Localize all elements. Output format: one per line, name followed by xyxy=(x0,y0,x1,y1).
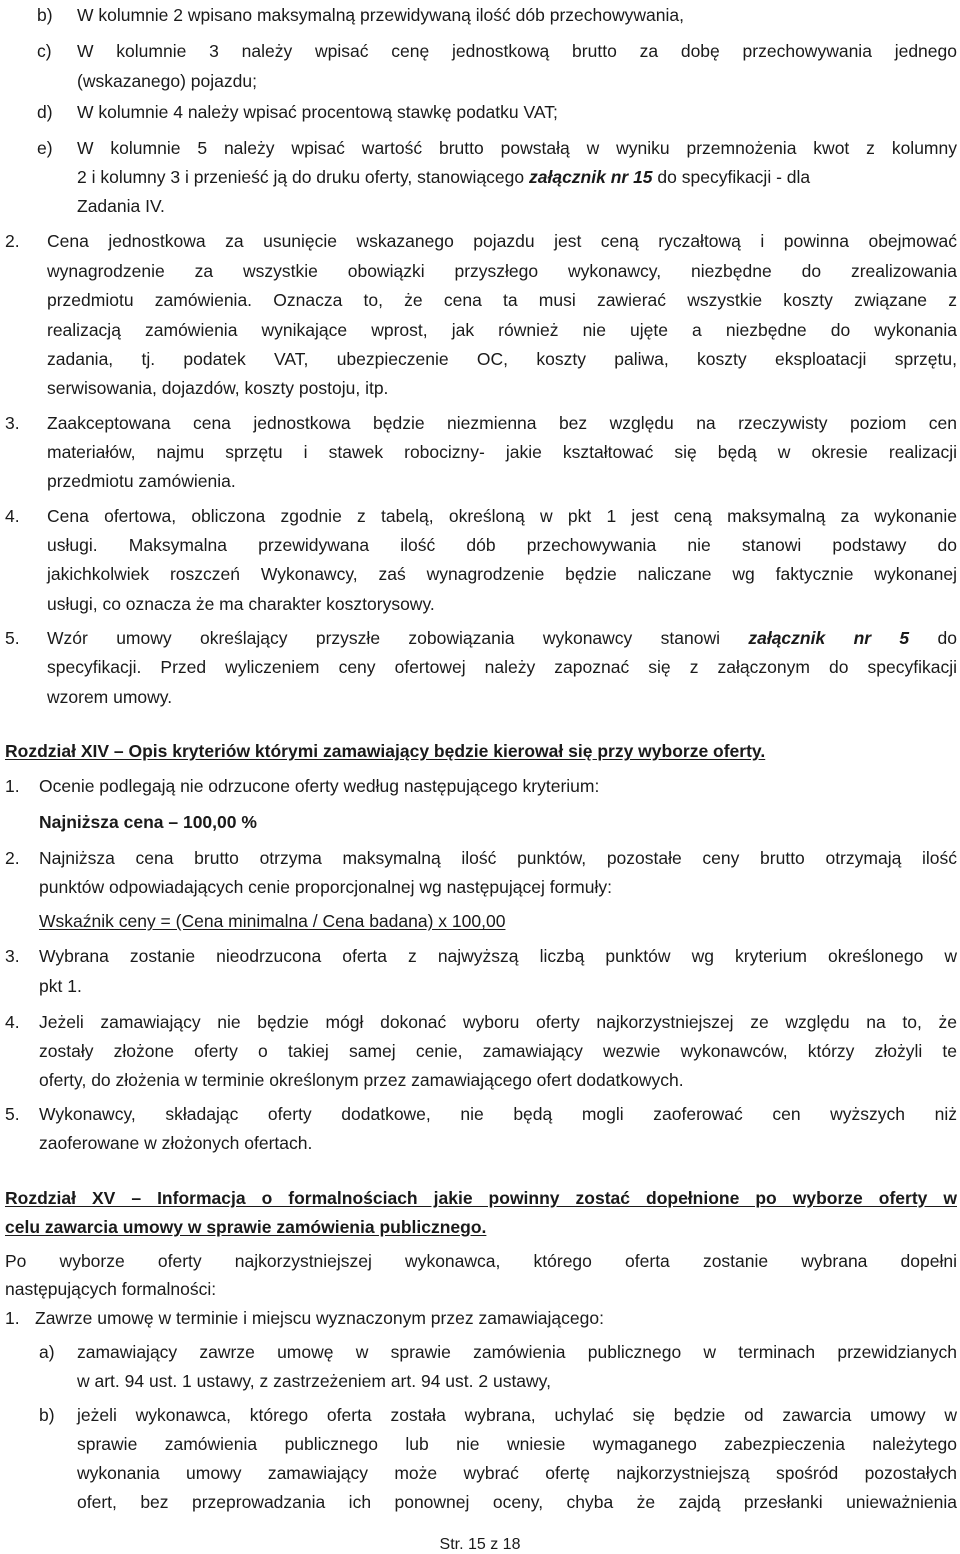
sub-text: jeżeli wykonawca, którego oferta została wybrana, uchylać się będzie od zawarcia umowy w xyxy=(77,1405,957,1425)
point-text: zadania, tj. podatek VAT, ubezpieczenie OC, koszty paliwa, koszty eksploatacji sprzętu, xyxy=(47,349,957,369)
list-label: d) xyxy=(37,102,53,122)
item-text: Wykonawcy, składając oferty dodatkowe, nie będą mogli zaoferować cen wyższych niż xyxy=(39,1104,957,1124)
list-label: b) xyxy=(37,5,53,25)
point-text: specyfikacji. Przed wyliczeniem ceny ofertowej należy zapoznać się z załączonym do specyfikacji xyxy=(47,657,957,677)
sub-text: wykonania umowy zamawiający może wybrać ofertę najkorzystniejszą spośród pozostałych xyxy=(77,1463,957,1483)
item-text: zostały złożone oferty o takiej samej cenie, zamawiający wezwie wykonawców, którzy złożyli te xyxy=(39,1041,957,1061)
item-text: Zawrze umowę w terminie i miejscu wyznaczonym przez zamawiającego: xyxy=(35,1308,604,1328)
point-label: 4. xyxy=(5,506,20,526)
item-text: Jeżeli zamawiający nie będzie mógł dokonać wyboru oferty najkorzystniejszej ze względu na to, że xyxy=(39,1012,957,1032)
attachment-ref: załącznik nr 15 xyxy=(529,167,653,187)
list-label: e) xyxy=(37,138,53,158)
point-text: wynagrodzenie za wszystkie obowiązki przyszłego wykonawcy, niezbędne do zrealizowania xyxy=(47,261,957,281)
intro-text: Po wyborze oferty najkorzystniejszej wykonawca, którego oferta zostanie wybrana dopełni xyxy=(5,1251,957,1271)
list-text: W kolumnie 3 należy wpisać cenę jednostkową brutto za dobę przechowywania jednego xyxy=(77,41,957,61)
point-text: przedmiotu zamówienia. xyxy=(47,471,236,491)
sub-text: zamawiający zawrze umowę w sprawie zamówienia publicznego w terminach przewidzianych xyxy=(77,1342,957,1362)
formula: Wskaźnik ceny = (Cena minimalna / Cena badana) x 100,00 xyxy=(39,911,506,931)
list-text: (wskazanego) pojazdu; xyxy=(77,71,257,91)
page-number: Str. 15 z 18 xyxy=(439,1536,521,1553)
point-label: 3. xyxy=(5,413,20,433)
item-text: Ocenie podlegają nie odrzucone oferty według następującego kryterium: xyxy=(39,776,600,796)
item-text: oferty, do złożenia w terminie określonym przez zamawiającego ofert dodatkowych. xyxy=(39,1070,684,1090)
item-label: 2. xyxy=(5,848,20,868)
section-heading: celu zawarcia umowy w sprawie zamówienia publicznego. xyxy=(5,1217,487,1237)
sub-label: a) xyxy=(39,1342,55,1362)
list-text: Zadania IV. xyxy=(77,196,165,216)
list-text: 2 i kolumny 3 i przenieść ją do druku oferty, stanowiącego załącznik nr 15 do specyfikacji - dla xyxy=(77,167,811,187)
list-label: c) xyxy=(37,41,52,61)
list-text: W kolumnie 2 wpisano maksymalną przewidywaną ilość dób przechowywania, xyxy=(77,5,684,25)
item-text: zaoferowane w złożonych ofertach. xyxy=(39,1133,313,1153)
point-label: 5. xyxy=(5,628,20,648)
criterion-bold: Najniższa cena – 100,00 % xyxy=(39,812,257,832)
point-text: usługi, co oznacza że ma charakter kosztorysowy. xyxy=(47,594,435,614)
point-text: Cena ofertowa, obliczona zgodnie z tabelą, określoną w pkt 1 jest ceną maksymalną za wykonanie xyxy=(47,506,957,526)
item-text: Wybrana zostanie nieodrzucona oferta z najwyższą liczbą punktów wg kryterium określonego w xyxy=(39,946,957,966)
item-text: punktów odpowiadających cenie proporcjonalnej wg następującej formuły: xyxy=(39,877,612,897)
point-text: serwisowania, dojazdów, koszty postoju, itp. xyxy=(47,378,389,398)
section-heading: Rozdział XIV – Opis kryteriów którymi zamawiający będzie kierował się przy wyborze oferty. xyxy=(5,741,766,761)
list-text: W kolumnie 5 należy wpisać wartość brutto powstałą w wyniku przemnożenia kwot z kolumny xyxy=(77,138,957,158)
point-text: materiałów, najmu sprzętu i stawek robocizny- jakie kształtować się będą w okresie realizacji xyxy=(47,442,957,462)
point-label: 2. xyxy=(5,231,20,251)
attachment-ref: załącznik nr 5 xyxy=(748,628,910,648)
sub-text: w art. 94 ust. 1 ustawy, z zastrzeżeniem art. 94 ust. 2 ustawy, xyxy=(77,1371,551,1391)
point-text: wzorem umowy. xyxy=(47,687,173,707)
point-text: realizacją zamówienia wynikające wprost, jak również nie ujęte a niezbędne do wykonania xyxy=(47,320,957,340)
point-text: Wzór umowy określający przyszłe zobowiązania wykonawcy stanowi załącznik nr 5 do xyxy=(47,628,957,648)
item-text: Najniższa cena brutto otrzyma maksymalną ilość punktów, pozostałe ceny brutto otrzymają ilość xyxy=(39,848,957,868)
point-text: przedmiotu zamówienia. Oznacza to, że cena ta musi zawierać wszystkie koszty związane z xyxy=(47,290,957,310)
point-text: usługi. Maksymalna przewidywana ilość dób przechowywania nie stanowi podstawy do xyxy=(47,535,957,555)
sub-text: sprawie zamówienia publicznego lub nie wniesie wymaganego zabezpieczenia należytego xyxy=(77,1434,957,1454)
list-text: W kolumnie 4 należy wpisać procentową stawkę podatku VAT; xyxy=(77,102,558,122)
point-text: jakichkolwiek roszczeń Wykonawcy, zaś wynagrodzenie będzie naliczane wg faktycznie wykonanej xyxy=(47,564,957,584)
item-label: 1. xyxy=(5,1308,20,1328)
sub-label: b) xyxy=(39,1405,55,1425)
item-label: 4. xyxy=(5,1012,20,1032)
sub-text: ofert, bez przeprowadzania ich ponownej oceny, chyba że zajdą przesłanki unieważnienia xyxy=(77,1492,957,1512)
item-label: 5. xyxy=(5,1104,20,1124)
point-text: Zaakceptowana cena jednostkowa będzie niezmienna bez względu na rzeczywisty poziom cen xyxy=(47,413,957,433)
item-label: 1. xyxy=(5,776,20,796)
section-heading: Rozdział XV – Informacja o formalnościach jakie powinny zostać dopełnione po wyborze oferty w xyxy=(5,1188,957,1208)
item-text: pkt 1. xyxy=(39,976,82,996)
intro-text: następujących formalności: xyxy=(5,1279,217,1299)
point-text: Cena jednostkowa za usunięcie wskazanego pojazdu jest ceną ryczałtową i powinna obejmować xyxy=(47,231,957,251)
item-label: 3. xyxy=(5,946,20,966)
